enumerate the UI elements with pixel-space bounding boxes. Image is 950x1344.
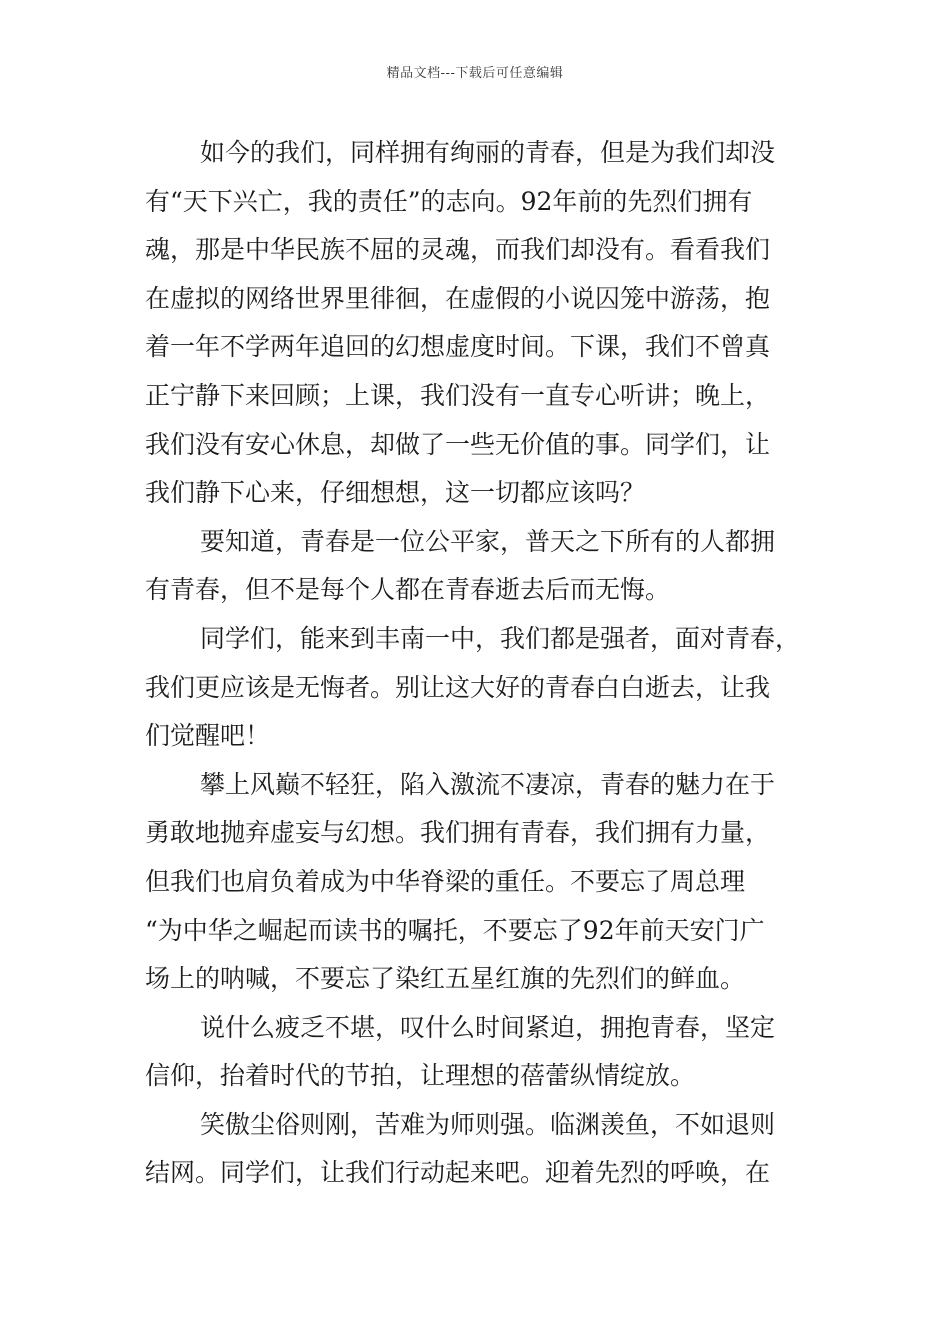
text-line: 我们更应该是无悔者。别让这大好的青春白白逝去，让我 (145, 672, 771, 702)
text-line: 要知道，青春是一位公平家，普天之下所有的人都拥 (200, 526, 776, 556)
text-line: 我们静下心来，仔细想想，这一切都应该吗？ (145, 478, 646, 508)
text-line: 着一年不学两年追回的幻想虚度时间。下课，我们不曾真 (145, 332, 771, 362)
text-line: 在虚拟的网络世界里徘徊，在虚假的小说囚笼中游荡，抱 (145, 283, 771, 313)
text-line: 如今的我们，同样拥有绚丽的青春，但是为我们却没 (200, 138, 776, 167)
text-line: 魂，那是中华民族不屈的灵魂，而我们却没有。看看我们 (145, 235, 771, 265)
text-line: “为中华之崛起而读书的嘱托，不要忘了92年前天安门广 (145, 915, 765, 945)
text-line: 勇敢地抛弃虚妄与幻想。我们拥有青春，我们拥有力量， (145, 818, 771, 848)
text-line: 说什么疲乏不堪，叹什么时间紧迫，拥抱青春，坚定 (200, 1012, 776, 1042)
text-line: 我们没有安心休息，却做了一些无价值的事。同学们，让 (145, 429, 771, 459)
text-line: 信仰，抬着时代的节拍，让理想的蓓蕾纵情绽放。 (145, 1061, 696, 1091)
text-line: 有“天下兴亡，我的责任”的志向。92年前的先烈们拥有 (145, 186, 753, 216)
page-header: 精品文档---下载后可任意编辑 (386, 66, 564, 81)
text-line: 正宁静下来回顾；上课，我们没有一直专心听讲；晚上， (145, 380, 771, 410)
text-line: 场上的呐喊，不要忘了染红五星红旗的先烈们的鲜血。 (145, 964, 746, 994)
text-line: 们觉醒吧！ (145, 721, 271, 751)
text-line: 结网。同学们，让我们行动起来吧。迎着先烈的呼唤，在 (145, 1158, 771, 1188)
text-line: 同学们，能来到丰南一中，我们都是强者，面对青春， (200, 623, 801, 653)
text-line: 笑傲尘俗则刚，苦难为师则强。临渊羡鱼，不如退则 (200, 1109, 776, 1139)
article-body (145, 129, 835, 1198)
text-line: 但我们也肩负着成为中华脊梁的重任。不要忘了周总理 (145, 866, 746, 896)
text-line: 攀上风巅不轻狂，陷入激流不凄凉，青春的魅力在于 (200, 769, 776, 799)
text-line: 有青春，但不是每个人都在青春逝去后而无悔。 (145, 575, 671, 605)
